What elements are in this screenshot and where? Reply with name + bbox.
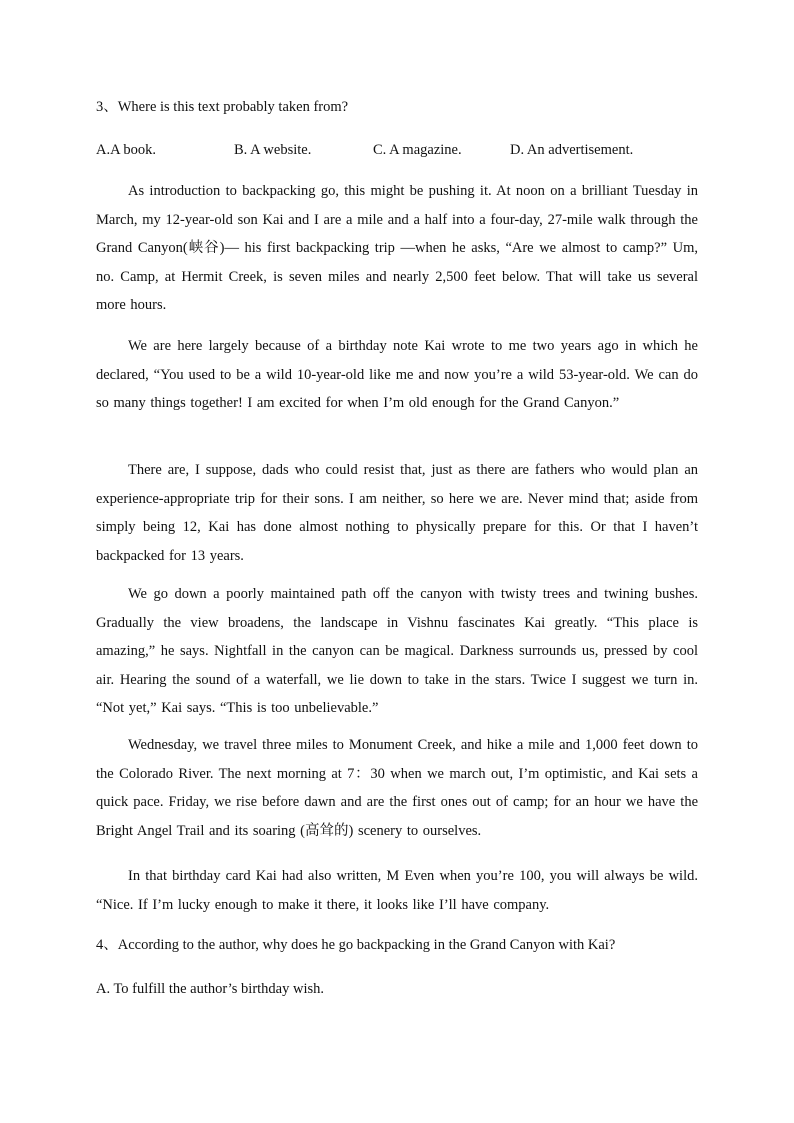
paragraph-1: As introduction to backpacking go, this might be pushing it. At noon on a brilliant Tuesday in March, my 12-year-old son Kai and I are a mile and a half into a four-day, 27-mile walk through the Grand Canyon(峡谷)— his first backpacking trip —when he asks, “Are we almost to camp?” Um, no. Camp, at Hermit Creek, is seven miles and nearly 2,500 feet below. That will take us several more hours. xyxy=(96,183,698,313)
paragraph-2: We are here largely because of a birthday note Kai wrote to me two years ago in which he declared, “You used to be a wild 10-year-old like me and now you’re a wild 53-year-old. We can do so many things together! I am excited for when I’m old enough for the Grand Canyon.” xyxy=(96,338,698,411)
question-4-option-a: A. To fulfill the author’s birthday wish. xyxy=(96,981,325,997)
question-4: 4、According to the author, why does he go backpacking in the Grand Canyon with Kai? xyxy=(96,937,616,953)
paragraph-6: In that birthday card Kai had also written, M Even when you’re 100, you will always be wild. “Nice. If I’m lucky enough to make it there, it looks like I’ll have company. xyxy=(96,868,698,913)
option-d: D. An advertisement. xyxy=(510,142,634,158)
option-b: B. A website. xyxy=(234,142,312,158)
paragraph-3: There are, I suppose, dads who could resist that, just as there are fathers who would plan an experience-appropriate trip for their sons. I am neither, so here we are. Never mind that; aside from simply being 12, Kai has done almost nothing to physically prepare for this. Or that I haven’t backpacked for 13 years. xyxy=(96,462,698,564)
option-a: A.A book. xyxy=(96,142,157,158)
paragraph-5: Wednesday, we travel three miles to Monument Creek, and hike a mile and 1,000 feet down to the Colorado River. The next morning at 7：30 when we march out, I’m optimistic, and Kai sets a quick pace. Friday, we rise before dawn and are the first ones out of camp; for an hour we have the Bright Angel Trail and its soaring (高耸的) scenery to ourselves. xyxy=(96,737,698,839)
option-c: C. A magazine. xyxy=(373,142,462,158)
question-3: 3、Where is this text probably taken from? xyxy=(96,99,349,115)
paragraph-4: We go down a poorly maintained path off the canyon with twisty trees and twining bushes. Gradually the view broadens, the landscape in Vishnu fascinates Kai greatly. “This place is amazing,” he says. Nightfall in the canyon can be magical. Darkness surrounds us, pressed by cool air. Hearing the sound of a waterfall, we lie down to take in the stars. Twice I suggest we turn in. “Not yet,” Kai says. “This is too unbelievable.” xyxy=(96,586,698,716)
